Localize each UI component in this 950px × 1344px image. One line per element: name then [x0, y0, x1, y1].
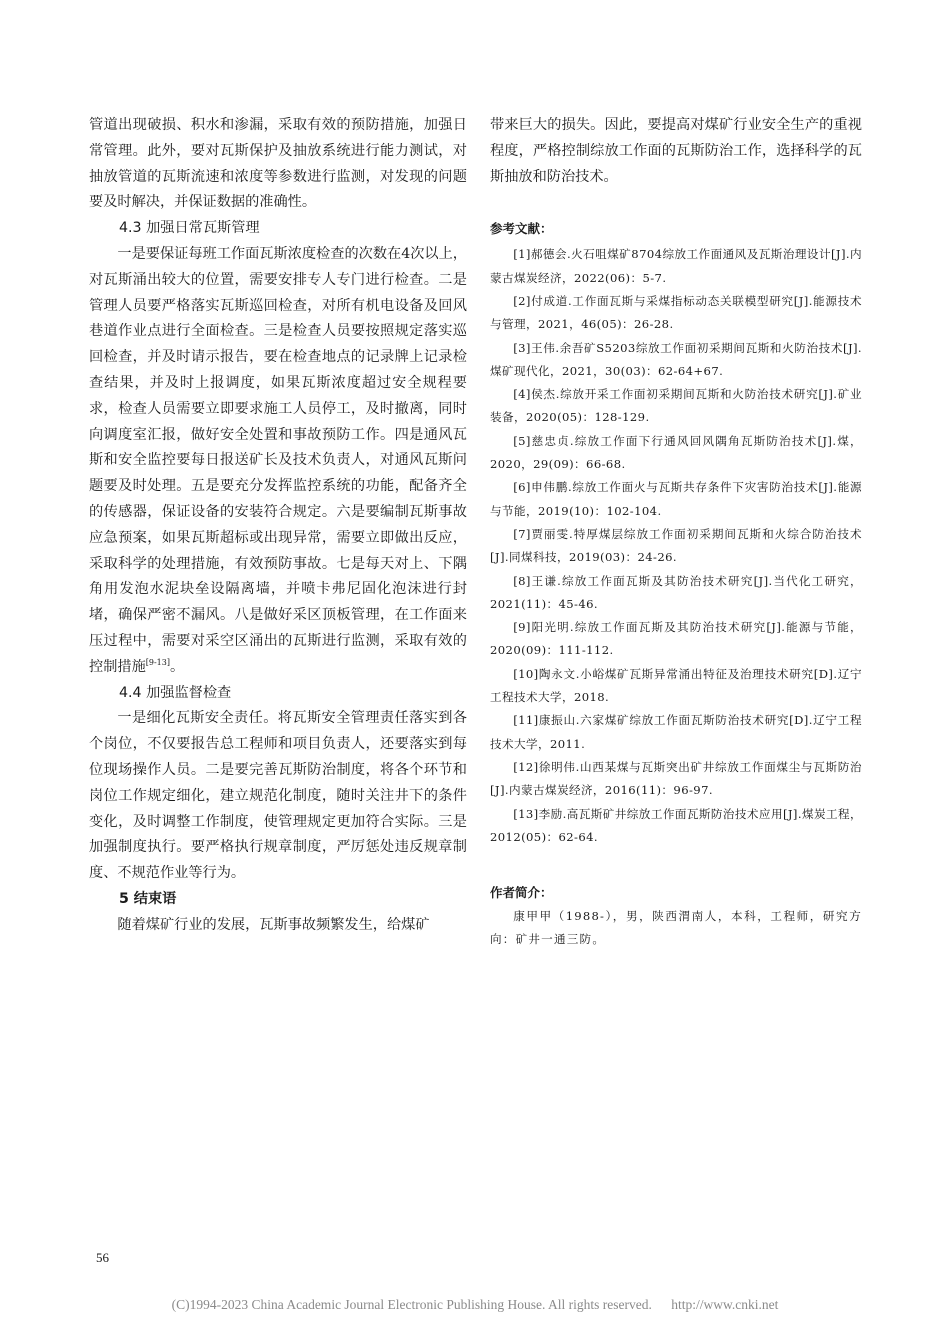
body-paragraph: 随着煤矿行业的发展，瓦斯事故频繁发生，给煤矿: [117, 916, 430, 933]
author-heading: 作者简介：: [490, 885, 553, 901]
reference-item: [11]康振山.六家煤矿综放工作面瓦斯防治技术研究[D].辽宁工程技术大学，2011.: [490, 713, 862, 751]
reference-item: [8]王谦.综放工作面瓦斯及其防治技术研究[J].当代化工研究，2021(11)：45-46.: [490, 573, 862, 611]
reference-item: [2]付成道.工作面瓦斯与采煤指标动态关联模型研究[J].能源技术与管理，2021，46(05)：26-28.: [490, 293, 862, 332]
paragraph-end: 。: [169, 658, 185, 675]
page-number: 56: [96, 1250, 109, 1265]
reference-item: [9]阳光明.综放工作面瓦斯及其防治技术研究[J].能源与节能，2020(09)：111-112.: [490, 620, 862, 658]
body-paragraph: [89, 242, 467, 681]
section-heading-4-3: 4.3 加强日常瓦斯管理: [119, 220, 260, 237]
footer-link[interactable]: http://www.cnki.net: [671, 1297, 779, 1312]
body-paragraph: 管道出现破损、积水和渗漏，采取有效的预防措施，加强日常管理。此外，要对瓦斯保护及抽放系统进行能力测试，对抽放管道的瓦斯流速和浓度等参数进行监测，对发现的问题要及时解决，并保证数据的准确性。: [89, 117, 467, 211]
copyright-text: (C)1994-2023 China Academic Journal Electronic Publishing House. All rights reserved.: [171, 1297, 652, 1312]
copyright-footer: [0, 1297, 950, 1313]
right-column: [490, 113, 862, 952]
references-heading: 参考文献：: [490, 221, 553, 237]
reference-item: [4]侯杰.综放开采工作面初采期间瓦斯和火防治技术研究[J].矿业装备，2020(05)：128-129.: [490, 387, 862, 425]
reference-item: [6]申伟鹏.综放工作面火与瓦斯共存条件下灾害防治技术[J].能源与节能，2019(10)：102-104.: [490, 480, 862, 518]
reference-item: [12]徐明伟.山西某煤与瓦斯突出矿井综放工作面煤尘与瓦斯防治[J].内蒙古煤炭经济，2016(11)：96-97.: [490, 759, 862, 798]
references-list: [490, 243, 862, 849]
body-paragraph: 一是细化瓦斯安全责任。将瓦斯安全管理责任落实到各个岗位，不仅要报告总工程师和项目负责人，还要落实到每位现场操作人员。二是要完善瓦斯防治制度，将各个环节和岗位工作规定细化，建立规范化制度，随时关注井下的条件变化，及时调整工作制度，使管理规定更加符合实际。三是加强制度执行。要严格执行规章制度，严厉惩处违反规章制度、不规范作业等行为。: [89, 710, 467, 882]
section-heading-5: 5 结束语: [119, 890, 177, 907]
paragraph-text: 一是要保证每班工作面瓦斯浓度检查的次数在4次以上，对瓦斯涌出较大的位置，需要安排专人专门进行检查。二是管理人员要严格落实瓦斯巡回检查，对所有机电设备及回风巷道作业点进行全面检查。三是检查人员要按照规定落实巡回检查，并及时请示报告，要在检查地点的记录牌上记录检查结果，并及时上报调度，如果瓦斯浓度超过安全规程要求，检查人员需要立即要求施工人员停工，及时撤离，同时向调度室汇报，做好安全处置和事故预防工作。四是通风瓦斯和安全监控要每日报送矿长及技术负责人，对通风瓦斯问题要及时处理。五是要充分发挥监控系统的功能，配备齐全的传感器，保证设备的安装符合规定。六是要编制瓦斯事故应急预案，如果瓦斯超标或出现异常，需要立即做出反应，采取科学的处理措施，有效预防事故。七是每天对上、下隅角用发泡水泥块垒设隔离墙，并喷卡弗尼固化泡沫进行封堵，确保严密不漏风。八是做好采区顶板管理，在工作面来压过程中，需要对采空区涌出的瓦斯进行监测，采取有效的控制措施: [89, 245, 467, 675]
reference-item: [10]陶永文.小峪煤矿瓦斯异常涌出特征及治理技术研究[D].辽宁工程技术大学，2018.: [490, 666, 862, 705]
reference-item: [7]贾丽雯.特厚煤层综放工作面初采期间瓦斯和火综合防治技术[J].同煤科技，2019(03)：24-26.: [490, 526, 862, 565]
citation-marker[interactable]: [9-13]: [145, 657, 170, 667]
reference-item: [1]郝德会.火石咀煤矿8704综放工作面通风及瓦斯治理设计[J].内蒙古煤炭经济，2022(06)：5-7.: [490, 247, 862, 285]
reference-item: [3]王伟.余吾矿S5203综放工作面初采期间瓦斯和火防治技术[J].煤矿现代化，2021，30(03)：62-64+67.: [490, 340, 862, 378]
author-bio: 康甲甲（1988-），男，陕西渭南人，本科，工程师，研究方向：矿井一通三防。: [490, 909, 862, 947]
section-heading-4-4: 4.4 加强监督检查: [119, 684, 232, 701]
reference-item: [13]李励.高瓦斯矿井综放工作面瓦斯防治技术应用[J].煤炭工程，2012(05)：62-64.: [490, 806, 862, 844]
body-paragraph: 带来巨大的损失。因此，要提高对煤矿行业安全生产的重视程度，严格控制综放工作面的瓦斯防治工作，选择科学的瓦斯抽放和防治技术。: [490, 117, 862, 185]
reference-item: [5]慈忠贞.综放工作面下行通风回风隅角瓦斯防治技术[J].煤，2020，29(09)：66-68.: [490, 433, 862, 472]
left-column: [89, 113, 467, 939]
